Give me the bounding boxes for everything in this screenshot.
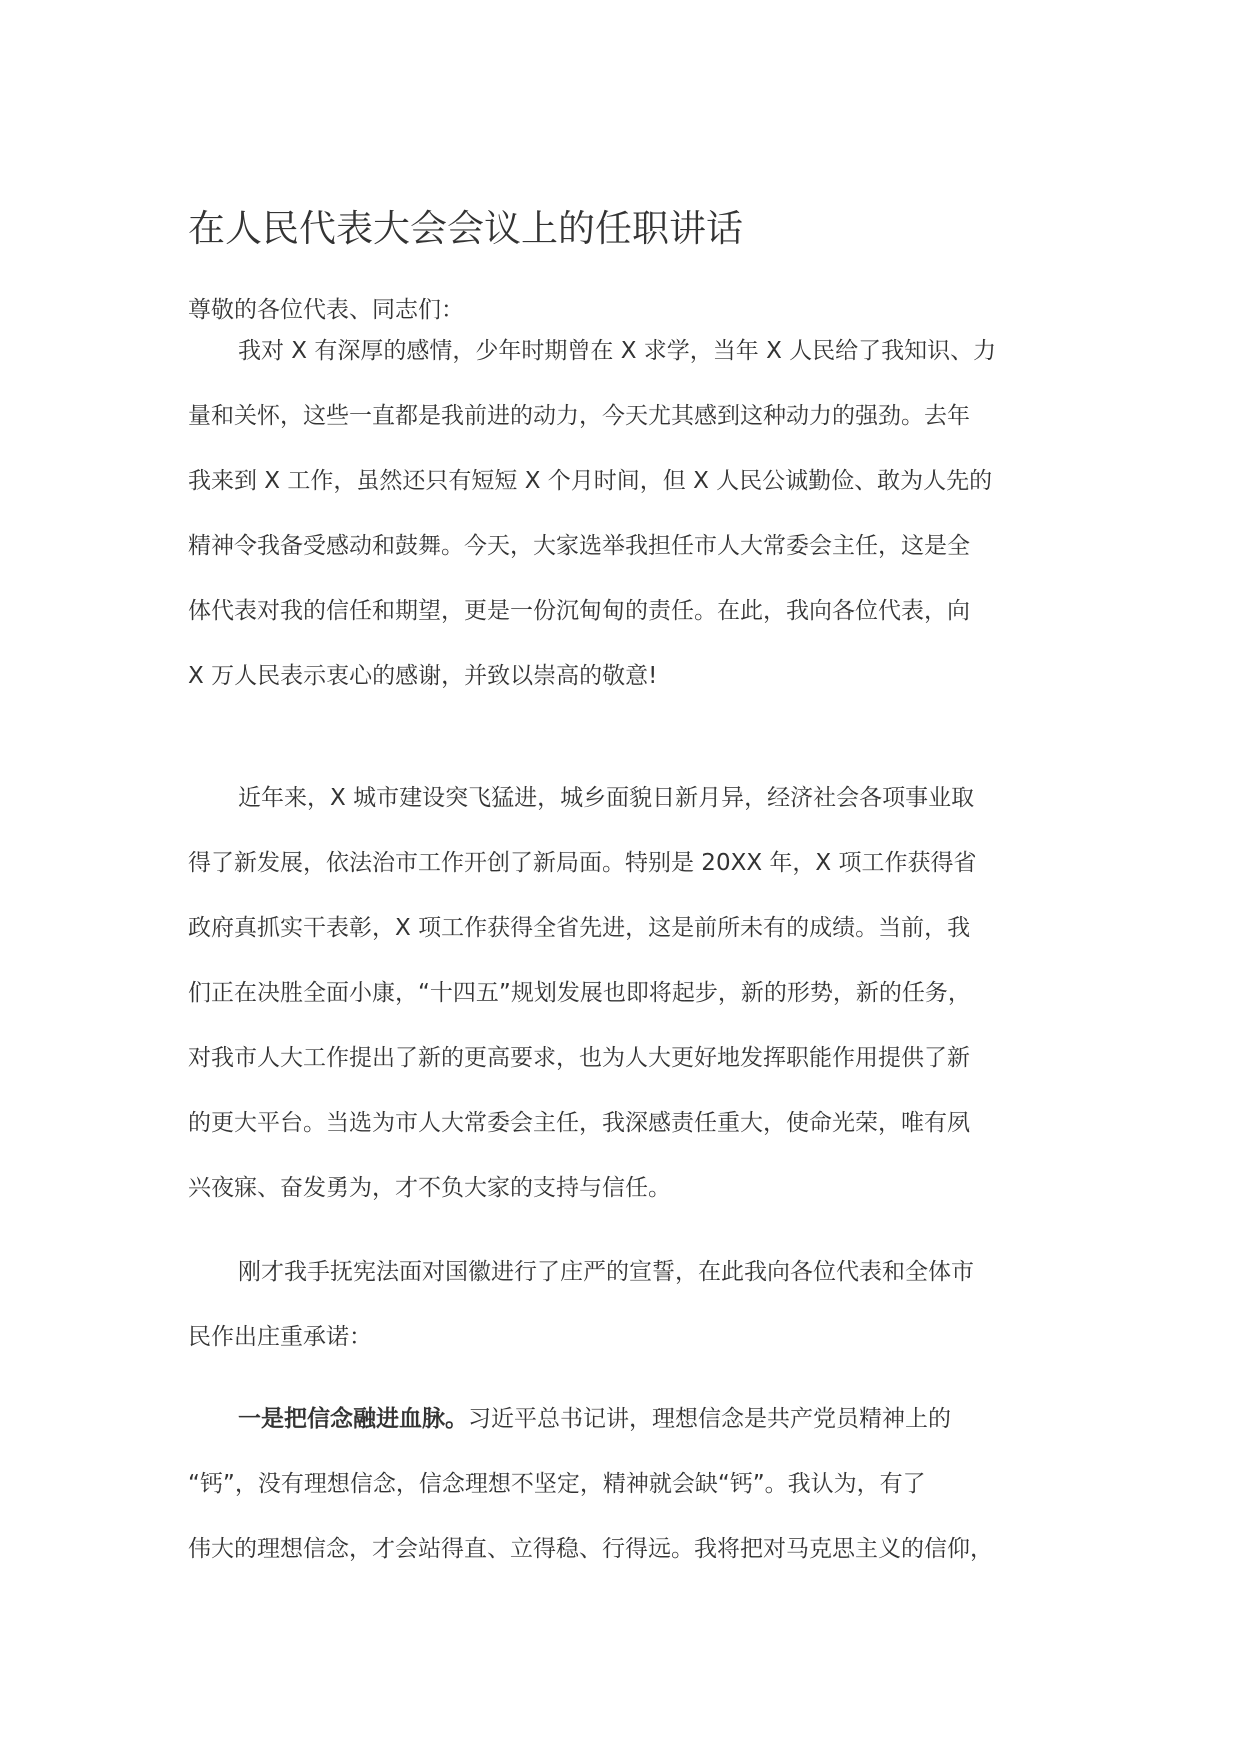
paragraph-lead-heading: 一是把信念融进血脉。 bbox=[238, 1406, 468, 1432]
paragraph-line bbox=[188, 1399, 1088, 1464]
salutation: 尊敬的各位代表、同志们： bbox=[188, 297, 464, 323]
paragraph-line: 政府真抓实干表彰，X 项工作获得全省先进，这是前所未有的成绩。当前，我 bbox=[188, 915, 971, 941]
paragraph-2 bbox=[188, 778, 1088, 1233]
paragraph-line: 的更大平台。当选为市人大常委会主任，我深感责任重大，使命光荣，唯有夙 bbox=[188, 1110, 970, 1136]
paragraph-line: 我对 X 有深厚的感情，少年时期曾在 X 求学，当年 X 人民给了我知识、力 bbox=[238, 338, 997, 364]
paragraph-line: 得了新发展，依法治市工作开创了新局面。特别是 20XX 年，X 项工作获得省 bbox=[188, 850, 977, 876]
paragraph-line: 兴夜寐、奋发勇为，才不负大家的支持与信任。 bbox=[188, 1175, 671, 1201]
paragraph-line: 量和关怀，这些一直都是我前进的动力，今天尤其感到这种动力的强劲。去年 bbox=[188, 403, 970, 429]
paragraph-line: 近年来，X 城市建设突飞猛进，城乡面貌日新月异，经济社会各项事业取 bbox=[238, 785, 975, 811]
paragraph-line: 我来到 X 工作，虽然还只有短短 X 个月时间，但 X 人民公诚勤俭、敢为人先的 bbox=[188, 468, 993, 494]
paragraph-line: X 万人民表示衷心的感谢，并致以崇高的敬意! bbox=[188, 663, 658, 689]
document-title: 在人民代表大会会议上的任职讲话 bbox=[188, 207, 743, 250]
paragraph-line-rest: 习近平总书记讲，理想信念是共产党员精神上的 bbox=[468, 1406, 951, 1432]
paragraph-line: 精神令我备受感动和鼓舞。今天，大家选举我担任市人大常委会主任，这是全 bbox=[188, 533, 970, 559]
paragraph-line: “钙”，没有理想信念，信念理想不坚定，精神就会缺“钙”。我认为，有了 bbox=[188, 1471, 926, 1497]
paragraph-line: 们正在决胜全面小康，“十四五”规划发展也即将起步，新的形势，新的任务， bbox=[188, 980, 971, 1006]
paragraph-3 bbox=[188, 1252, 1088, 1382]
paragraph-line: 体代表对我的信任和期望，更是一份沉甸甸的责任。在此，我向各位代表，向 bbox=[188, 598, 970, 624]
paragraph-4 bbox=[188, 1399, 1088, 1594]
paragraph-line: 刚才我手抚宪法面对国徽进行了庄严的宣誓，在此我向各位代表和全体市 bbox=[238, 1259, 974, 1285]
paragraph-line: 伟大的理想信念，才会站得直、立得稳、行得远。我将把对马克思主义的信仰， bbox=[188, 1536, 993, 1562]
paragraph-line: 对我市人大工作提出了新的更高要求，也为人大更好地发挥职能作用提供了新 bbox=[188, 1045, 970, 1071]
paragraph-line: 民作出庄重承诺： bbox=[188, 1324, 372, 1350]
paragraph-1 bbox=[188, 331, 1088, 721]
